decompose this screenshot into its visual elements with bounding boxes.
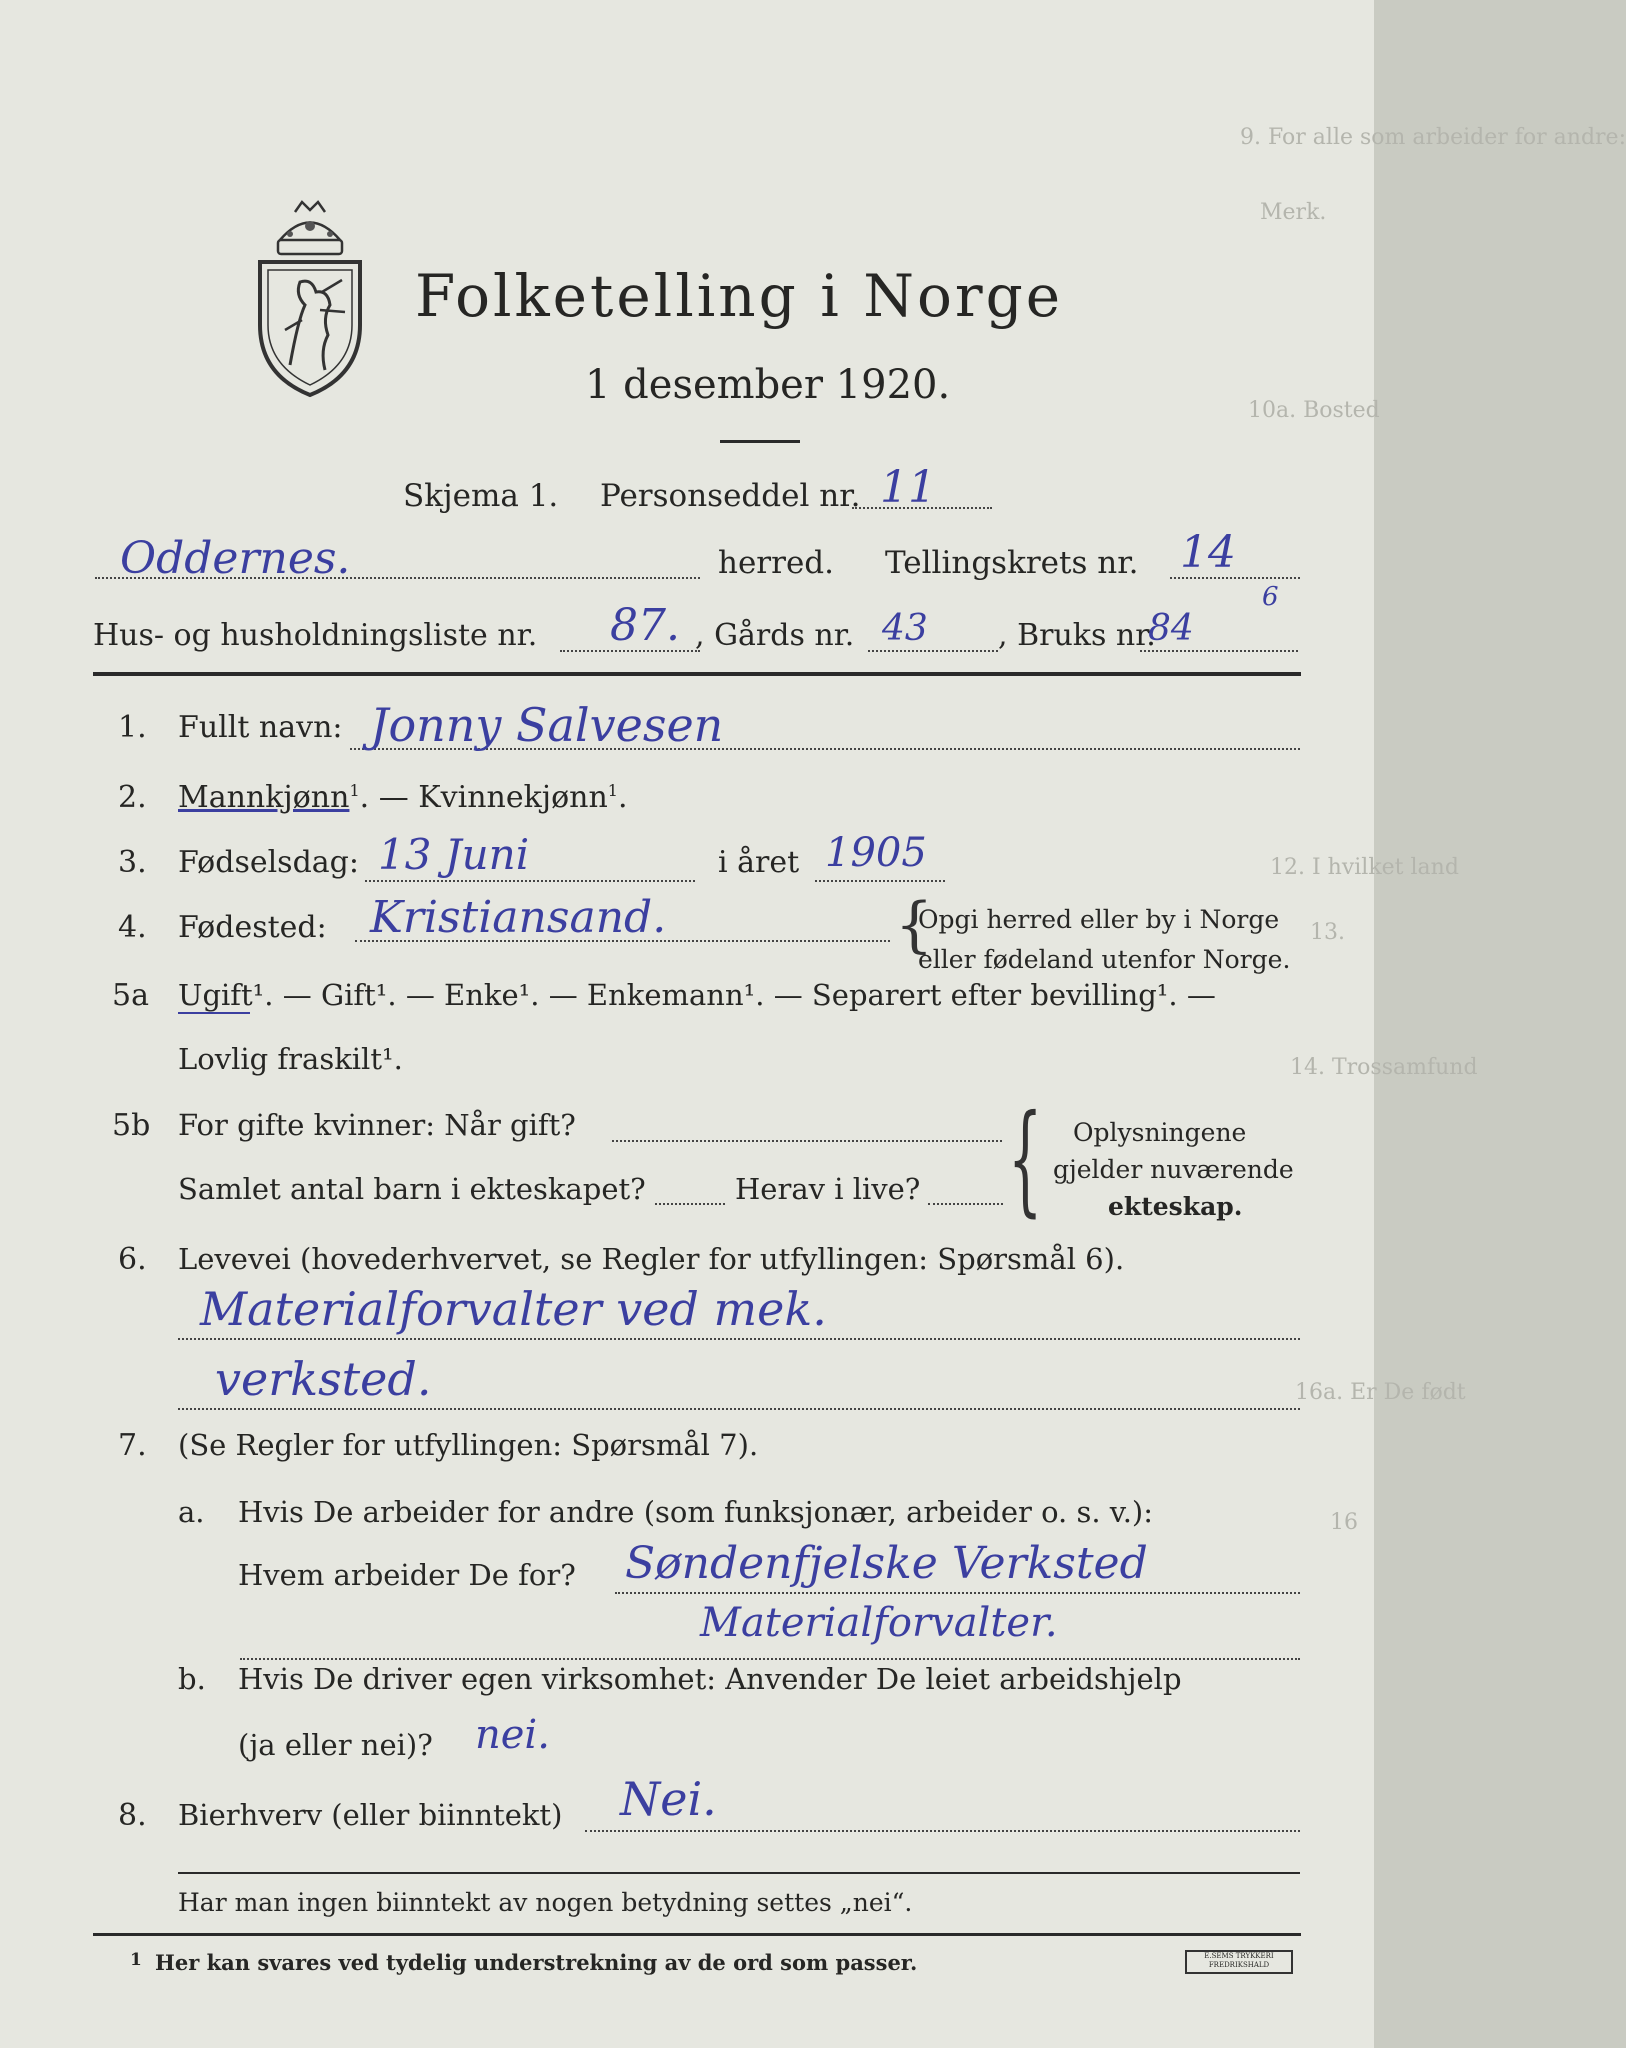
footnote-ref: 1 — [349, 781, 360, 800]
question-number: 4. — [118, 910, 147, 945]
tellingskrets-label: Tellingskrets nr. — [885, 545, 1139, 581]
herred-label: herred. — [718, 545, 834, 581]
employer-field-line — [615, 1592, 1300, 1594]
self-employed-question: Hvis De driver egen virksomhet: Anvender De leiet arbeidshjelp — [238, 1662, 1182, 1696]
census-date: 1 desember 1920. — [585, 362, 951, 408]
subquestion-letter: a. — [178, 1495, 205, 1529]
gender-separator: . — — [359, 780, 419, 815]
question-number: 7. — [118, 1428, 147, 1463]
birth-year-label: i året — [718, 845, 800, 880]
children-count-label: Samlet antal barn i ekteskapet? — [178, 1172, 646, 1206]
birthplace-note: eller fødeland utenfor Norge. — [918, 945, 1291, 974]
bruks-superscript: 6 — [1262, 582, 1279, 612]
gender-options — [178, 780, 628, 815]
hired-help-label: (ja eller nei)? — [238, 1728, 433, 1762]
gards-label: , Gårds nr. — [695, 618, 855, 653]
husliste-number: 87. — [610, 600, 680, 651]
tellingskrets-number: 14 — [1180, 527, 1236, 578]
birth-year-value: 1905 — [825, 830, 927, 876]
full-name-value: Jonny Salvesen — [370, 698, 724, 752]
bruks-label: , Bruks nr. — [998, 618, 1156, 653]
gender-male-option: Mannkjønn — [178, 780, 350, 815]
bleed-through-text: 16 — [1330, 1510, 1358, 1535]
schema-label: Skjema 1. — [403, 478, 559, 514]
occupation-field-line — [178, 1338, 1300, 1340]
hired-help-value: nei. — [475, 1712, 550, 1758]
norway-coat-of-arms-icon — [250, 200, 370, 400]
question-number: 1. — [118, 710, 147, 745]
bleed-through-text: 9. For alle som arbeider for andre: — [1240, 125, 1626, 150]
birthplace-label: Fødested: — [178, 910, 327, 945]
marital-status-options-cont: Lovlig fraskilt¹. — [178, 1042, 403, 1076]
employer-question: Hvis De arbeider for andre (som funksjonær, arbeider o. s. v.): — [238, 1495, 1154, 1529]
husliste-label: Hus- og husholdningsliste nr. — [93, 618, 538, 653]
side-income-value: Nei. — [620, 1772, 717, 1826]
footer-divider — [178, 1872, 1300, 1874]
side-income-field-line — [585, 1830, 1300, 1832]
personseddel-number: 11 — [880, 462, 936, 513]
birthday-value: 13 Juni — [378, 830, 530, 879]
bleed-through-text: 16a. Er De født — [1295, 1380, 1466, 1405]
employer-value: Søndenfjelske Verksted — [625, 1538, 1148, 1589]
gender-end: . — [617, 780, 628, 815]
occupation-field-line — [178, 1408, 1300, 1410]
occupation-label: Levevei (hovederhvervet, se Regler for utfyllingen: Spørsmål 6). — [178, 1242, 1125, 1276]
bruks-field-line — [1140, 650, 1298, 652]
form-title: Folketelling i Norge — [415, 262, 1064, 330]
bruks-number: 84 — [1148, 608, 1194, 649]
footnote-text: Her kan svares ved tydelig understrekning av de ord som passer. — [155, 1950, 918, 1975]
marriage-note: Oplysningene — [1073, 1118, 1247, 1147]
birthplace-note: Opgi herred eller by i Norge — [918, 905, 1280, 934]
question-number: 5a — [112, 978, 149, 1013]
footnote-ref: 1 — [607, 781, 618, 800]
children-alive-field-line — [928, 1203, 1003, 1205]
occupation-value: Materialforvalter ved mek. — [200, 1282, 827, 1336]
occupation-value-cont: verksted. — [215, 1352, 432, 1406]
side-income-label: Bierhverv (eller biinntekt) — [178, 1798, 563, 1832]
full-name-label: Fullt navn: — [178, 710, 343, 745]
bleed-through-text: 10a. Bosted — [1248, 398, 1380, 423]
bleed-through-text: 14. Trossamfund — [1290, 1055, 1478, 1080]
bleed-through-text: 13. — [1310, 920, 1345, 945]
marital-status-underline — [178, 1012, 250, 1014]
brace-icon: { — [895, 890, 934, 960]
question-number: 2. — [118, 780, 147, 815]
employer-title-value: Materialforvalter. — [700, 1600, 1058, 1646]
footnote-divider — [93, 1933, 1301, 1936]
married-when-label: For gifte kvinner: Når gift? — [178, 1108, 576, 1142]
gards-field-line — [868, 650, 998, 652]
employment-label: (Se Regler for utfyllingen: Spørsmål 7). — [178, 1428, 759, 1462]
gards-number: 43 — [882, 608, 928, 649]
side-income-note: Har man ingen biinntekt av nogen betydning settes „nei“. — [178, 1888, 913, 1917]
marriage-note: ekteskap. — [1108, 1192, 1243, 1221]
birthday-field-line — [365, 880, 695, 882]
title-divider — [720, 440, 800, 443]
question-number: 5b — [112, 1108, 151, 1143]
bleed-through-text: 12. I hvilket land — [1270, 855, 1459, 880]
gender-female-option: Kvinnekjønn — [418, 780, 608, 815]
children-alive-label: Herav i live? — [735, 1172, 921, 1206]
header-divider — [93, 672, 1301, 676]
married-when-field-line — [612, 1140, 1002, 1142]
bleed-through-text: Merk. — [1260, 200, 1327, 225]
employer-field-line — [240, 1658, 1300, 1660]
birthday-label: Fødselsdag: — [178, 845, 359, 880]
footnote-marker: 1 — [130, 1950, 142, 1970]
employer-label: Hvem arbeider De for? — [238, 1558, 576, 1592]
marital-status-options: Ugift¹. — Gift¹. — Enke¹. — Enkemann¹. — Separert efter bevilling¹. — — [178, 978, 1216, 1012]
birth-year-field-line — [815, 880, 945, 882]
printer-stamp: E.SEMS TRYKKERI FREDRIKSHALD — [1185, 1950, 1293, 1974]
brace-icon: { — [1008, 1090, 1043, 1229]
birthplace-value: Kristiansand. — [370, 892, 667, 943]
question-number: 8. — [118, 1798, 147, 1833]
question-number: 6. — [118, 1242, 147, 1277]
children-count-field-line — [655, 1203, 725, 1205]
subquestion-letter: b. — [178, 1662, 206, 1696]
marriage-note: gjelder nuværende — [1053, 1155, 1294, 1184]
herred-value: Oddernes. — [120, 533, 351, 584]
question-number: 3. — [118, 845, 147, 880]
personseddel-label: Personseddel nr. — [600, 478, 861, 514]
